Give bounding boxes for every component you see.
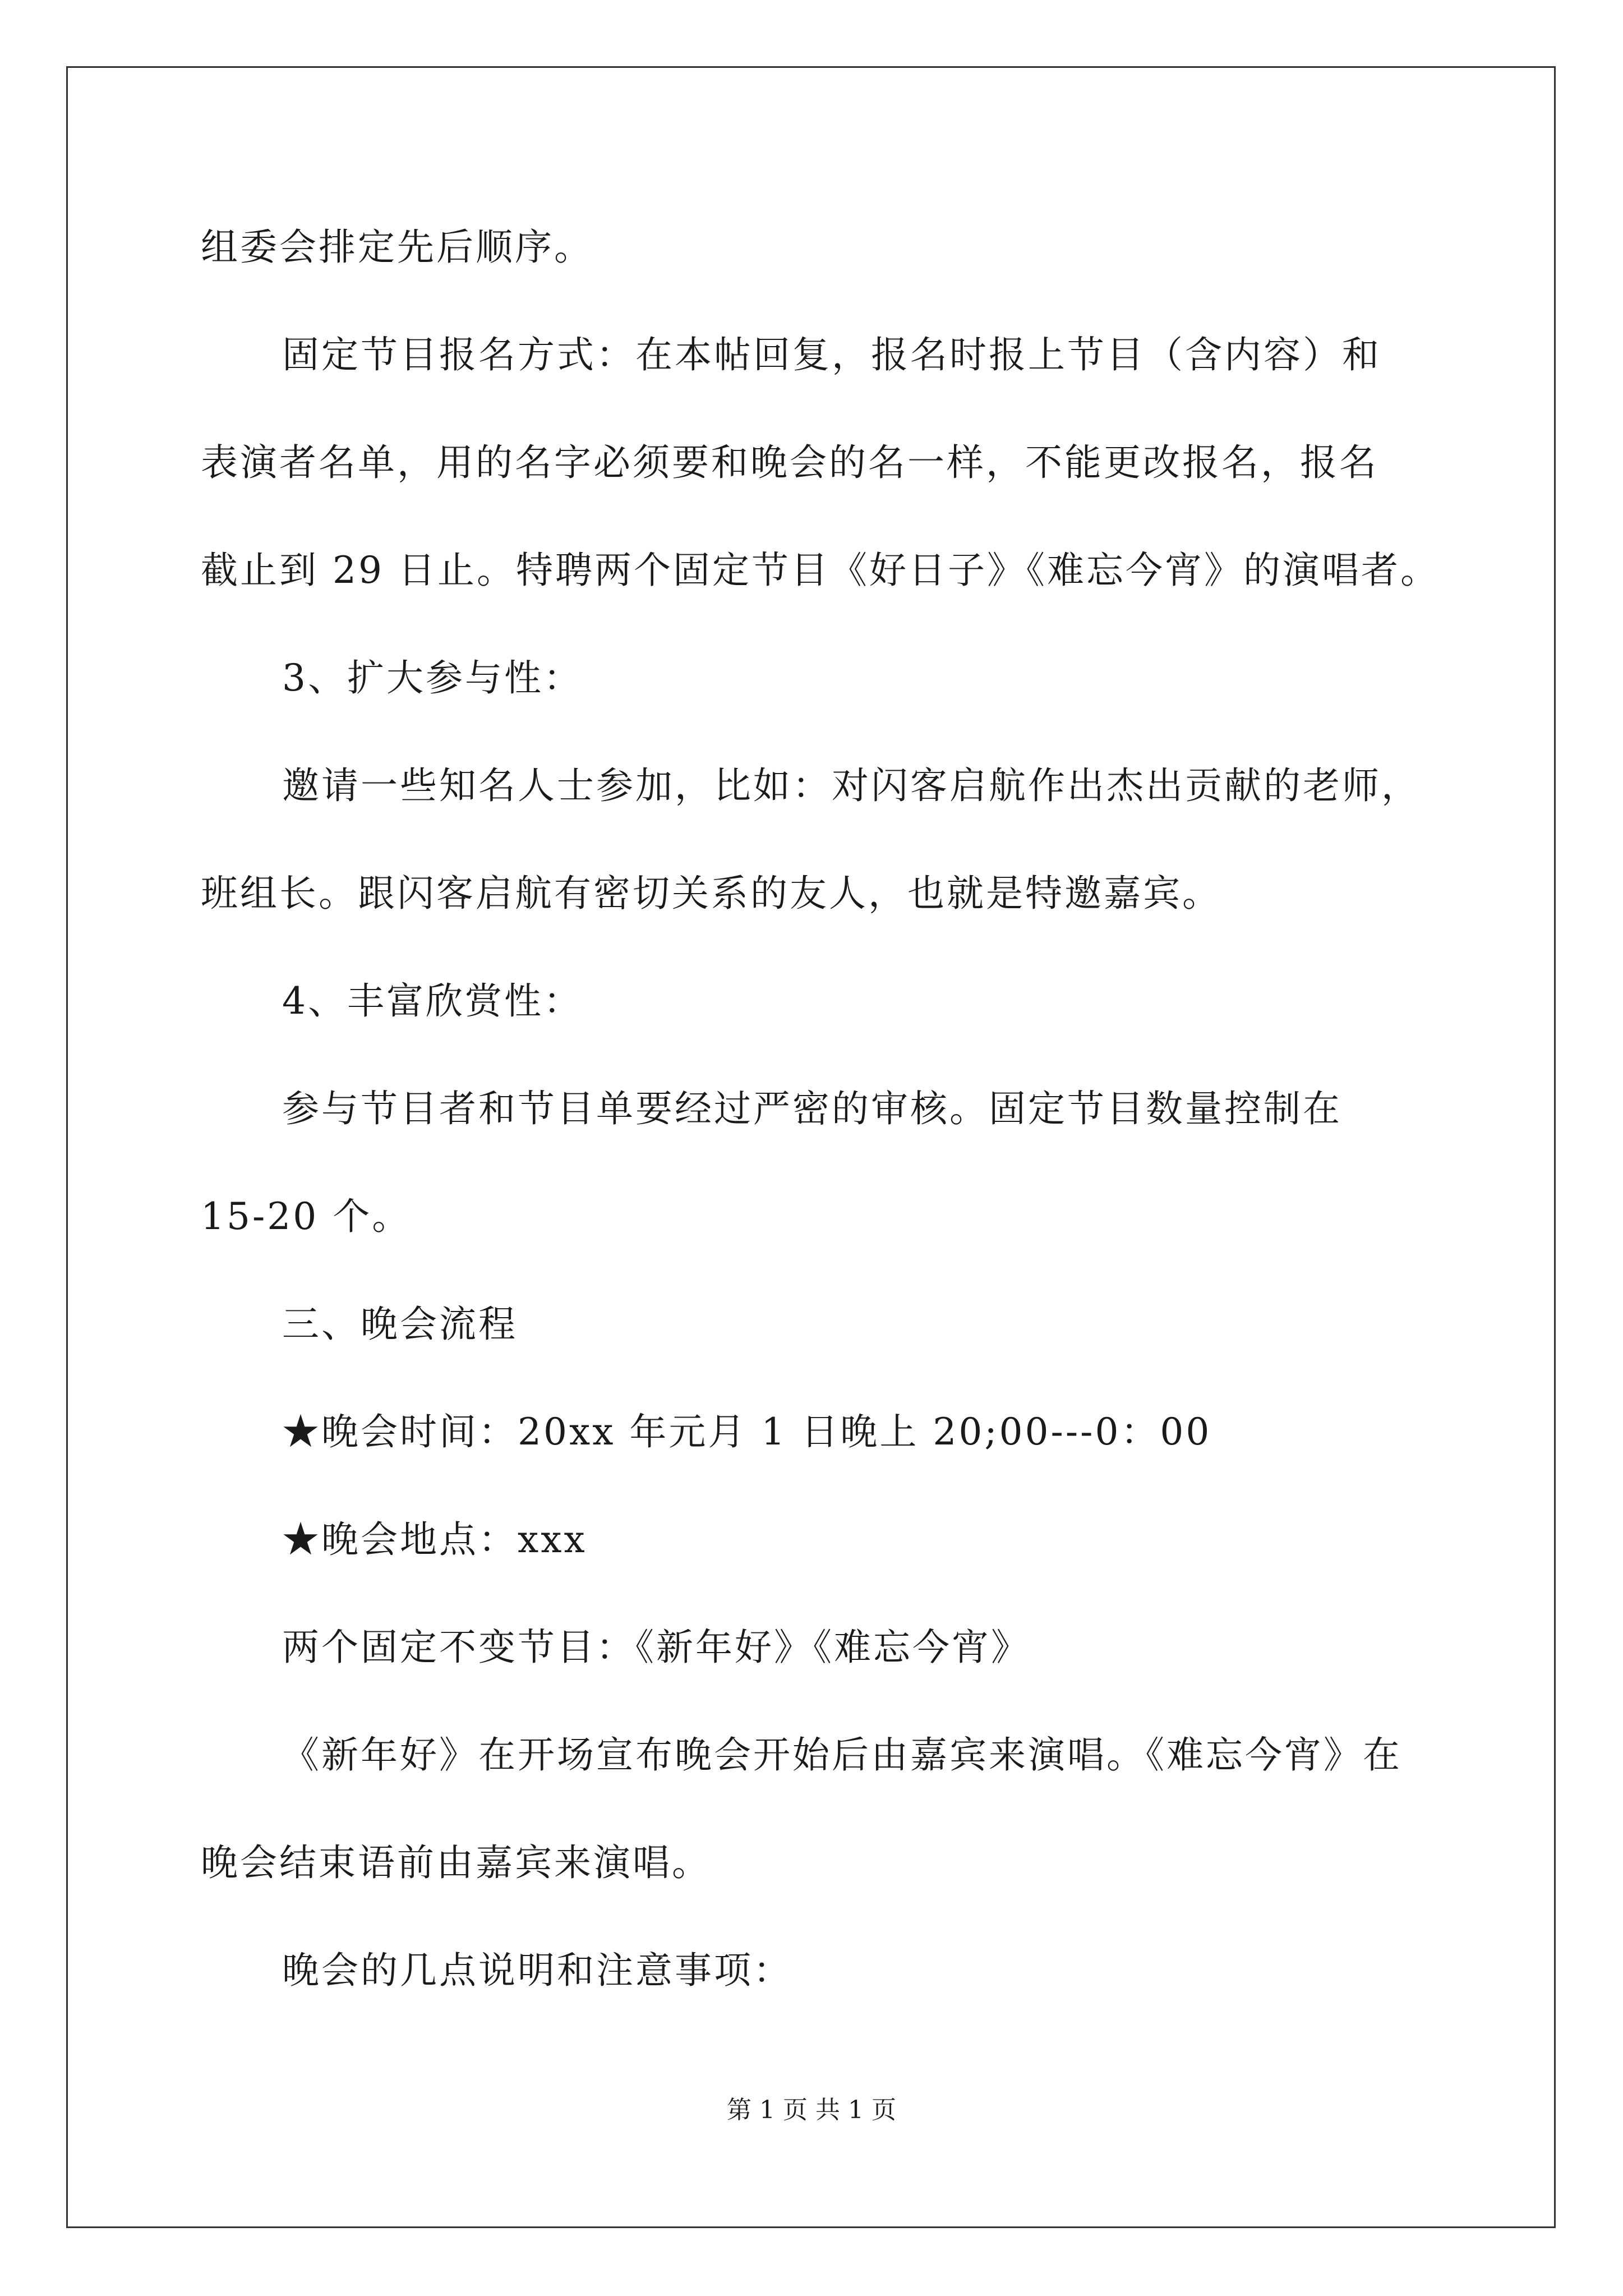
text-line-6: 邀请一些知名人士参加，比如：对闪客启航作出杰出贡献的老师， <box>282 764 1421 807</box>
page-border <box>66 66 1556 2228</box>
section-heading-4: 4、丰富欣赏性： <box>282 979 583 1023</box>
text-line-10: 15-20 个。 <box>201 1195 412 1238</box>
text-line-14: 两个固定不变节目：《新年好》《难忘今宵》 <box>282 1626 1030 1669</box>
text-line-7: 班组长。跟闪客启航有密切关系的友人，也就是特邀嘉宾。 <box>201 872 1221 915</box>
text-line-15: 《新年好》在开场宣布晚会开始后由嘉宾来演唱。《难忘今宵》在 <box>282 1733 1402 1777</box>
text-line-2: 固定节目报名方式：在本帖回复，报名时报上节目（含内容）和 <box>282 333 1381 376</box>
text-line-3: 表演者名单，用的名字必须要和晚会的名一样，不能更改报名，报名 <box>201 441 1378 484</box>
event-location-line: ★晚会地点：xxx <box>282 1518 587 1561</box>
event-time-line: ★晚会时间：20xx 年元月 1 日晚上 20;00---0：00 <box>282 1410 1212 1453</box>
section-heading-3: 3、扩大参与性： <box>282 656 583 700</box>
text-line-17: 晚会的几点说明和注意事项： <box>282 1949 792 1992</box>
text-line-16: 晚会结束语前由嘉宾来演唱。 <box>201 1841 711 1884</box>
page-footer: 第 1 页 共 1 页 <box>727 2096 896 2124</box>
text-line-9: 参与节目者和节目单要经过严密的审核。固定节目数量控制在 <box>282 1087 1342 1130</box>
text-line-1: 组委会排定先后顺序。 <box>201 226 593 269</box>
section-heading-three: 三、晚会流程 <box>282 1303 518 1346</box>
text-line-4: 截止到 29 日止。特聘两个固定节目《好日子》《难忘今宵》的演唱者。 <box>201 549 1440 592</box>
